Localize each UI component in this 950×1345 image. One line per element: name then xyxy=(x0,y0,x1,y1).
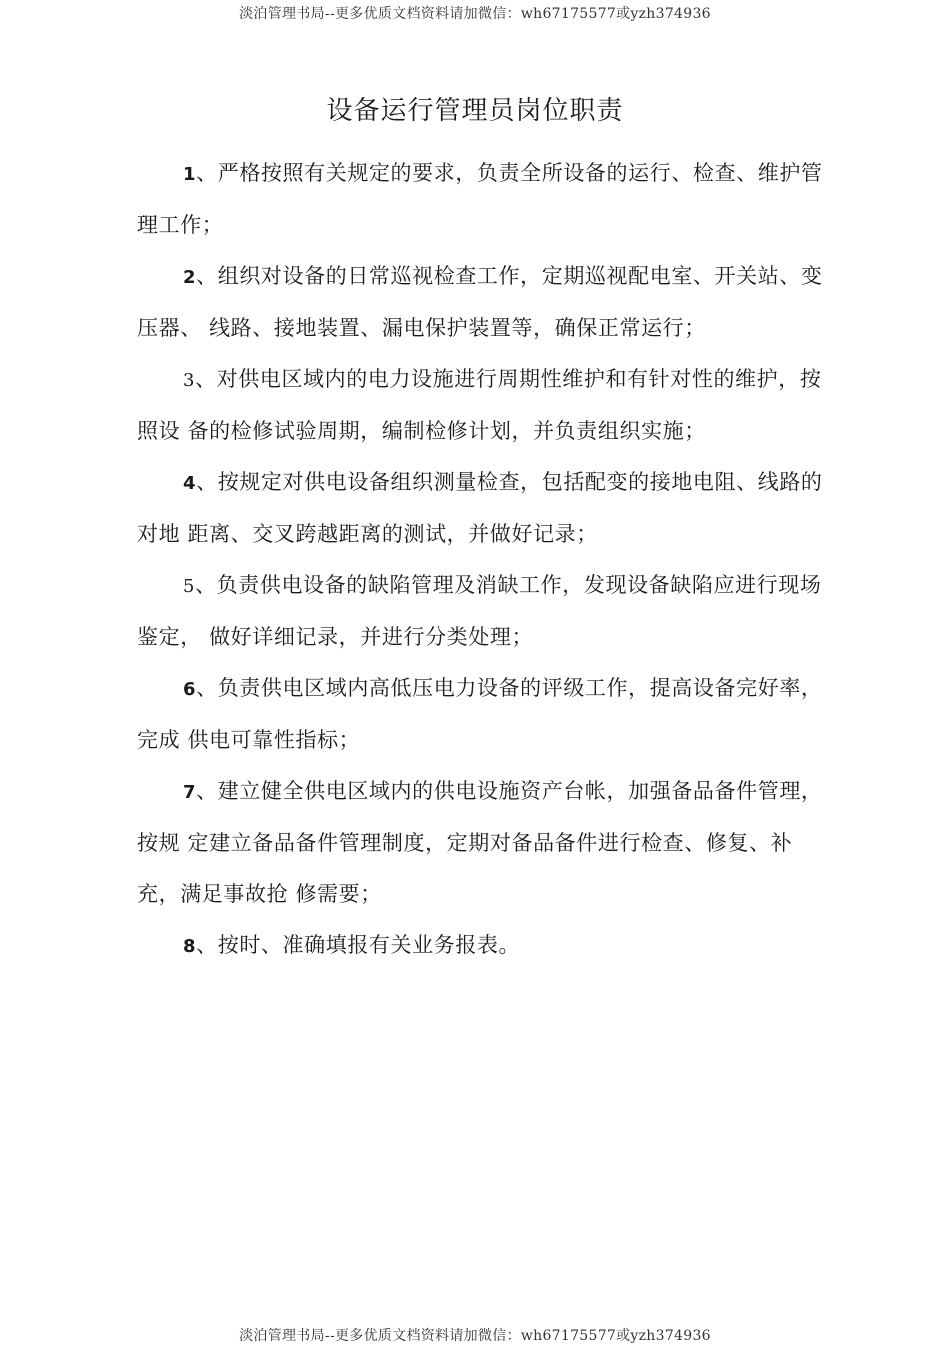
duty-number: 6 xyxy=(183,679,197,700)
duty-number: 2 xyxy=(183,267,197,288)
document-body xyxy=(137,148,827,972)
duty-item-8 xyxy=(137,920,827,972)
duty-text: 、负责供电设备的缺陷管理及消缺工作，发现设备缺陷应进行现场鉴定， 做好详细记录，并进行分类处理； xyxy=(137,573,822,649)
duty-number: 1 xyxy=(183,164,197,185)
duty-text: 、组织对设备的日常巡视检查工作，定期巡视配电室、开关站、变压器、 线路、接地装置、漏电保护装置等，确保正常运行； xyxy=(137,264,823,340)
duty-item-4 xyxy=(137,457,827,560)
duty-text: 、按时、准确填报有关业务报表。 xyxy=(196,933,521,957)
duty-text: 、建立健全供电区域内的供电设施资产台帐，加强备品备件管理，按规 定建立备品备件管理制度，定期对备品备件进行检查、修复、补充，满足事故抢 修需要； xyxy=(137,779,823,906)
duty-item-3 xyxy=(137,354,827,457)
duty-number: 5 xyxy=(183,576,196,597)
document-title: 设备运行管理员岗位职责 xyxy=(326,96,624,126)
duty-item-2 xyxy=(137,251,827,354)
duty-text: 、按规定对供电设备组织测量检查，包括配变的接地电阻、线路的对地 距离、交叉跨越距离的测试，并做好记录； xyxy=(137,470,823,546)
duty-item-5 xyxy=(137,560,827,663)
duty-number: 3 xyxy=(183,370,196,391)
duty-text: 、严格按照有关规定的要求，负责全所设备的运行、检查、维护管理工作； xyxy=(137,161,823,237)
duty-text: 、负责供电区域内高低压电力设备的评级工作，提高设备完好率，完成 供电可靠性指标； xyxy=(137,676,823,752)
page-footer: 淡泊管理书局--更多优质文档资料请加微信：wh67175577或yzh374936 xyxy=(239,1328,711,1344)
duty-item-6 xyxy=(137,663,827,766)
duty-item-7 xyxy=(137,766,827,920)
duty-text: 、对供电区域内的电力设施进行周期性维护和有针对性的维护，按照设 备的检修试验周期，编制检修计划，并负责组织实施； xyxy=(137,367,822,443)
duty-number: 8 xyxy=(183,936,197,957)
duty-number: 7 xyxy=(183,782,197,803)
duty-number: 4 xyxy=(183,473,197,494)
duty-item-1 xyxy=(137,148,827,251)
page-header: 淡泊管理书局--更多优质文档资料请加微信：wh67175577或yzh374936 xyxy=(239,6,711,22)
